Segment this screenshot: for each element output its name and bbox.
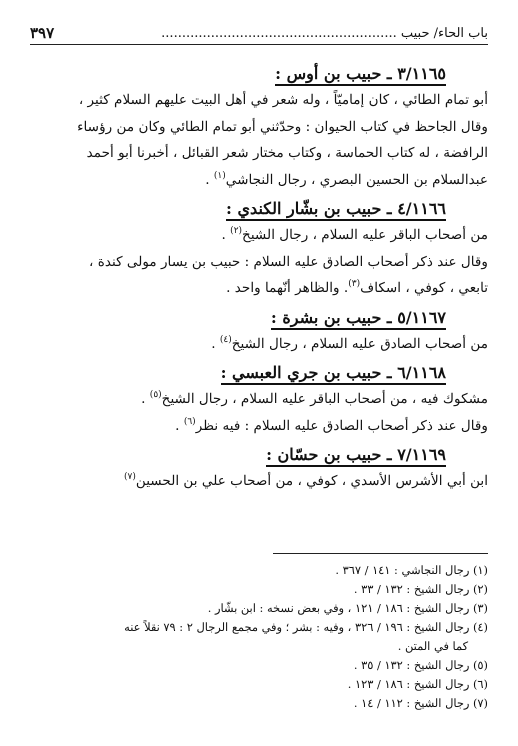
main-text — [28, 58, 488, 495]
entry-heading: ٤/١١٦٦ ـ حبيب بن بشّار الكندي : — [28, 196, 488, 222]
footnote-ref: (٤) — [219, 334, 232, 345]
entry-line: من أصحاب الصادق عليه السلام ، رجال الشيخ$^{(٤)}$ . — [211, 334, 488, 352]
entry-heading: ٣/١١٦٥ ـ حبيب بن أوس : — [28, 61, 488, 87]
entry-line: عبدالسلام بن الحسين البصري ، رجال النجاشي$^{(١)}$ . — [205, 170, 488, 188]
entry-line: وقال عند ذكر أصحاب الصادق عليه السلام : فيه نظر$^{(٦)}$ . — [175, 416, 488, 434]
footnote: (٤) رجال الشيخ : ١٩٦ / ٣٢٦ ، وفيه : بشر ؛ وفي مجمع الرجال ٢ : ٧٩ نقلاً عنه — [124, 620, 488, 634]
footnote: (٢) رجال الشيخ : ١٣٢ / ٣٣ . — [353, 582, 488, 596]
footnote-ref: (٣) — [348, 279, 361, 289]
entry-line: وقال الجاحظ في كتاب الحيوان : وحدّثني أبو تمام الطائي وكان من رؤساء — [77, 118, 488, 135]
footnote-separator — [273, 553, 488, 554]
footnote: (٦) رجال الشيخ : ١٨٦ / ١٢٣ . — [347, 677, 488, 691]
footnote-ref: (٢) — [230, 226, 243, 236]
footnote-ref: (٦) — [183, 416, 196, 427]
entry-line: وقال عند ذكر أصحاب الصادق عليه السلام : حبيب بن يسار مولى كندة ، — [89, 253, 488, 270]
entry-line: من أصحاب الباقر عليه السلام ، رجال الشيخ$^{(٢)}$ . — [221, 226, 488, 243]
entry-line: تابعي ، كوفي ، اسكاف$^{(٣)}$. والظاهر أنّهما واحد . — [226, 279, 488, 296]
footnote-ref: (١) — [213, 170, 226, 181]
footnote: (١) رجال النجاشي : ١٤١ / ٣٦٧ . — [335, 563, 488, 577]
entry-line: مشكوك فيه ، من أصحاب الباقر عليه السلام ، رجال الشيخ$^{(٥)}$ . — [141, 390, 488, 407]
footnote-continuation: كما في المتن . — [397, 639, 468, 653]
footnote-ref: (٥) — [149, 390, 162, 400]
footnote: (٧) رجال الشيخ : ١١٢ / ١٤ . — [353, 696, 488, 710]
entry-line: أبو تمام الطائي ، كان إماميّاً ، وله شعر في أهل البيت عليهم السلام كثير ، — [78, 92, 488, 108]
footnotes — [30, 561, 488, 713]
footnote-ref: (٧) — [123, 472, 136, 482]
entry-line: ابن أبي الأشرس الأسدي ، كوفي ، من أصحاب علي بن الحسين$^{(٧)}$ — [123, 472, 488, 489]
entry-line: الرافضة ، له كتاب الحماسة ، وكتاب مختار شعر القبائل ، أخبرنا أبو أحمد — [86, 145, 488, 161]
entry-heading: ٧/١١٦٩ ـ حبيب بن حسّان : — [28, 442, 488, 468]
chapter-title: باب الحاء/ حبيب ......................................................... — [161, 25, 488, 41]
running-header — [30, 22, 488, 45]
footnote: (٣) رجال الشيخ : ١٨٦ / ١٢١ ، وفي بعض نسخه : ابن بشّار . — [207, 601, 488, 615]
footnote: (٥) رجال الشيخ : ١٣٢ / ٣٥ . — [353, 658, 488, 672]
entry-heading: ٦/١١٦٨ ـ حبيب بن جري العبسي : — [28, 360, 488, 386]
page-number: ٣٩٧ — [30, 24, 55, 42]
entry-heading: ٥/١١٦٧ ـ حبيب بن بشرة : — [28, 305, 488, 331]
